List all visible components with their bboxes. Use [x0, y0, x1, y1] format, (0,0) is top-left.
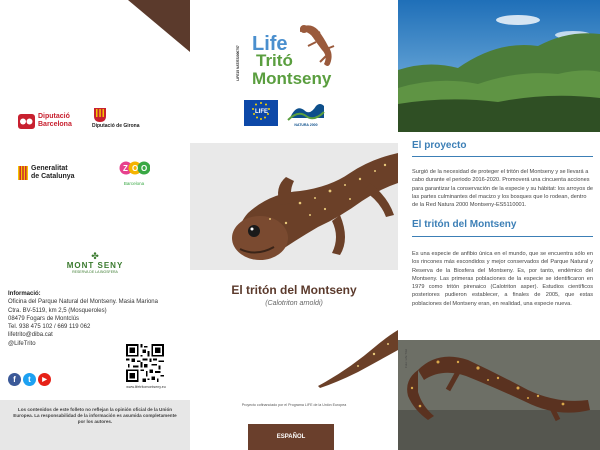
zoo-barcelona-logo — [116, 158, 152, 186]
generalitat-line1: Generalitat — [31, 165, 68, 172]
triton-paragraph: Es una especie de anfibio única en el mundo, que se encuentra sólo en los rincones más escondidos y mejor conservados del Parque Natural y Reserva de la Biosfera del Montseny. Es, por tanto, endémico del Montseny. Las primeras poblaciones de la especie se identificaron en 1979 como tritón pirenaico (Calotriton asper). Estudios científicos posteriores pudieron establecer, a finales de 2005, que estas poblaciones del Montseny eran, en realidad, una especie nueva. — [412, 251, 593, 307]
generalitat-line2: de Catalunya — [31, 173, 75, 180]
cover-subtitle: (Calotriton arnoldi) — [265, 300, 323, 307]
zoo-label: Barcelona — [123, 181, 145, 186]
proyecto-paragraph: Surgió de la necesidad de proteger el tritón del Montseny y se llevará a cabo durante el periodo 2016-2020. Promoverá una cincuenta acciones para garantizar la conservación de la especie y su hábitat: los arroyos de las partes culminantes del macizo y los bosques que lo rodean, dentro de la Red Natura 2000 Montseny-ES5110001. — [412, 169, 593, 209]
info-line: 08479 Fogars de Montclús — [8, 315, 80, 322]
info-line: Ctra. BV-5119, km 2,5 (Mosqueroles) — [8, 307, 107, 314]
photo-credit-text: Foto: Life Tritó — [404, 348, 408, 368]
cover-title: El tritón del Montseny — [231, 283, 357, 297]
brown-corner-shape — [128, 0, 190, 52]
zoo-icon — [118, 158, 150, 178]
newt-illustration — [190, 143, 398, 270]
heading-rule — [412, 156, 593, 157]
natura-2000-text: NATURA 2000 — [294, 123, 318, 127]
svg-text:O: O — [141, 164, 148, 173]
inner-panel — [398, 0, 600, 450]
twitter-icon[interactable]: t — [23, 373, 36, 386]
girona-shield-icon — [94, 108, 106, 122]
language-button[interactable]: ESPAÑOL — [248, 424, 334, 450]
newt-tail-illustration — [318, 330, 398, 388]
qr-url[interactable]: www.lifetritomontseny.eu — [126, 385, 166, 389]
generalitat-logo — [18, 165, 75, 181]
youtube-icon[interactable]: ▶ — [38, 373, 51, 386]
diputacio-barcelona-logo — [18, 113, 72, 129]
eu-disclaimer: Los contenidos de este folleto no reflejan la opinión oficial de la Unión Europea. La responsabilidad de la información es asumida completamente por los autores. — [13, 407, 177, 424]
cover-panel — [190, 0, 398, 450]
leaf-icon: ✤ — [91, 251, 99, 261]
life-logo-line3: Montseny — [252, 69, 332, 88]
info-line: Oficina del Parque Natural del Montseny. Masia Mariona — [8, 299, 158, 306]
life-code-text: LIFE15 NAT/ES/000757 — [236, 45, 240, 81]
cofinancing-credit: Proyecto cofinanciado por el Programa LIFE de la Unión Europea — [241, 403, 347, 407]
photo-credit — [404, 348, 408, 368]
diputacio-barcelona-icon — [18, 114, 35, 129]
newt-photo — [398, 340, 600, 450]
svg-text:O: O — [132, 164, 139, 173]
montseny-logo-name: MONT SENY — [66, 261, 124, 270]
qr-code-icon[interactable] — [126, 344, 164, 382]
diputacio-barcelona-line1: Diputació — [38, 113, 70, 120]
life-logo-line1: Life — [252, 33, 288, 55]
newt-logo-icon — [294, 20, 344, 70]
diputacio-girona-logo — [92, 108, 140, 129]
info-handle[interactable]: @LifeTrito — [8, 340, 36, 347]
info-line: Tel. 938 475 102 / 669 119 062 — [8, 324, 91, 331]
natura-2000-logo — [286, 100, 326, 126]
montseny-biosphere-logo — [50, 252, 140, 274]
eu-life-logo — [244, 100, 278, 126]
diputacio-girona-text: Diputació de Girona — [92, 123, 140, 129]
social-icons — [8, 373, 51, 386]
generalitat-flag-icon — [18, 166, 28, 180]
info-email[interactable]: lifetrito@diba.cat — [8, 332, 53, 339]
natura-2000-icon — [286, 100, 326, 122]
back-panel — [0, 0, 190, 450]
facebook-icon[interactable]: f — [8, 373, 21, 386]
contact-info — [8, 290, 183, 348]
heading-rule — [412, 236, 593, 237]
life-logo-line2: Tritó — [256, 51, 293, 70]
diputacio-barcelona-line2: Barcelona — [38, 121, 72, 128]
svg-text:Z: Z — [123, 164, 128, 173]
section-heading-proyecto: El proyecto — [412, 140, 467, 151]
life-vertical-label — [236, 36, 244, 90]
section-heading-triton: El tritón del Montseny — [412, 219, 517, 230]
newt-cover-photo — [190, 143, 398, 270]
eu-stars-icon — [244, 100, 278, 122]
montseny-logo-subtitle: RESERVA DE LA BIOSFERA — [72, 270, 118, 274]
eu-life-text: LIFE — [255, 109, 268, 115]
info-title: Informació: — [8, 291, 41, 297]
mountain-landscape-photo — [398, 0, 600, 132]
